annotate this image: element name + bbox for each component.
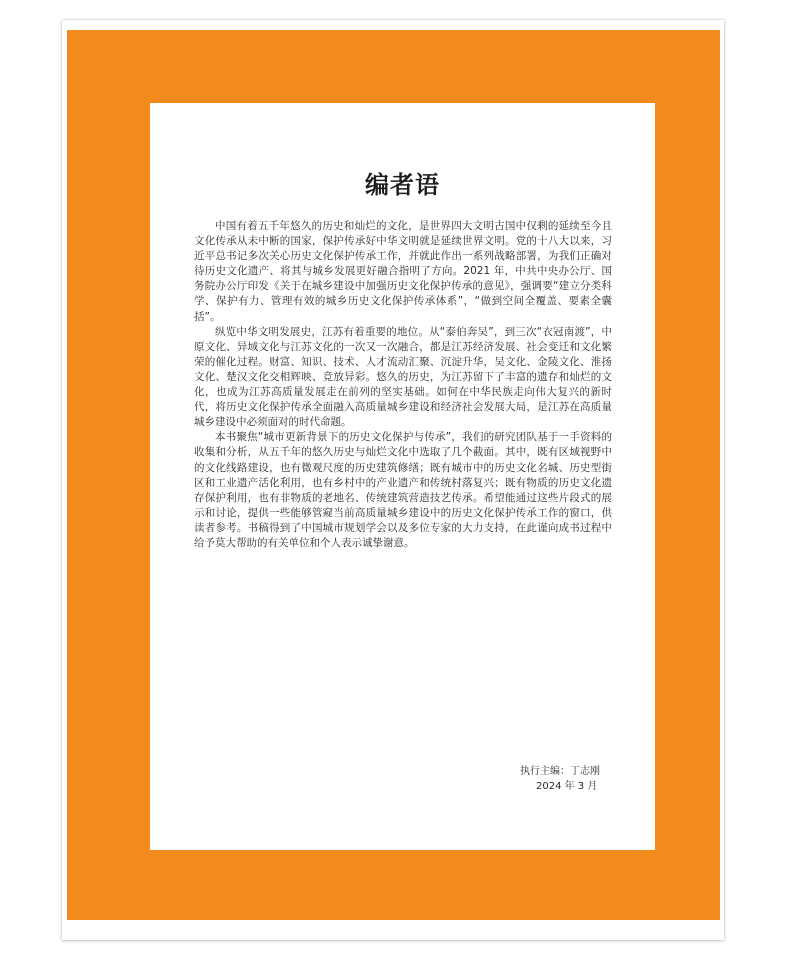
paragraph: 本书聚焦“城市更新背景下的历史文化保护与传承”，我们的研究团队基于一手资料的收集和分析，从五千年的悠久历史与灿烂文化中选取了几个截面。其中，既有区域视野中的文化线路建设，也有微观尺度的历史建筑修缮；既有城市中的历史文化名城、历史型街区和工业遗产活化利用，也有乡村中的产业遗产和传统村落复兴；既有物质的历史文化遗存保护利用，也有非物质的老地名、传统建筑营造技艺传承。希望能通过这些片段式的展示和讨论，提供一些能够管窥当前高质量城乡建设中的历史文化保护传承工作的窗口，供读者参考。书稿得到了中国城市规划学会以及多位专家的大力支持，在此谨向成书过程中给予莫大帮助的有关单位和个人表示诚挚谢意。 [194, 431, 612, 549]
signature-editor: 执行主编：丁志刚 [520, 766, 600, 777]
page-title: 编者语 [365, 171, 440, 199]
signature-block [520, 764, 630, 794]
paragraph: 中国有着五千年悠久的历史和灿烂的文化，是世界四大文明古国中仅剩的延续至今且文化传承从未中断的国家，保护传承好中华文明就是延续世界文明。党的十八大以来，习近平总书记多次关心历史文化保护传承工作，并就此作出一系列战略部署，为我们正确对待历史文化遗产、将其与城乡发展更好融合指明了方向。2021 年，中共中央办公厅、国务院办公厅印发《关于在城乡建设中加强历史文化保护传承的意见》，强调要“建立分类科学、保护有力、管理有效的城乡历史文化保护传承体系”，“做到空间全覆盖、要素全囊括”。 [194, 220, 612, 323]
body-text [194, 219, 612, 551]
inner-page [150, 103, 655, 850]
paragraph: 纵览中华文明发展史，江苏有着重要的地位。从“泰伯奔吴”，到三次“衣冠南渡”，中原文化、异域文化与江苏文化的一次又一次融合，都是江苏经济发展、社会变迁和文化繁荣的催化过程。财富、知识、技术、人才流动汇聚、沉淀升华，吴文化、金陵文化、淮扬文化、楚汉文化交相辉映、竞放异彩。悠久的历史，为江苏留下了丰富的遗存和灿烂的文化，也成为江苏高质量发展走在前列的坚实基础。如何在中华民族走向伟大复兴的新时代，将历史文化保护传承全面融入高质量城乡建设和经济社会发展大局，是江苏在高质量城乡建设中必须面对的时代命题。 [194, 325, 612, 429]
signature-date: 2024 年 3 月 [536, 781, 598, 792]
